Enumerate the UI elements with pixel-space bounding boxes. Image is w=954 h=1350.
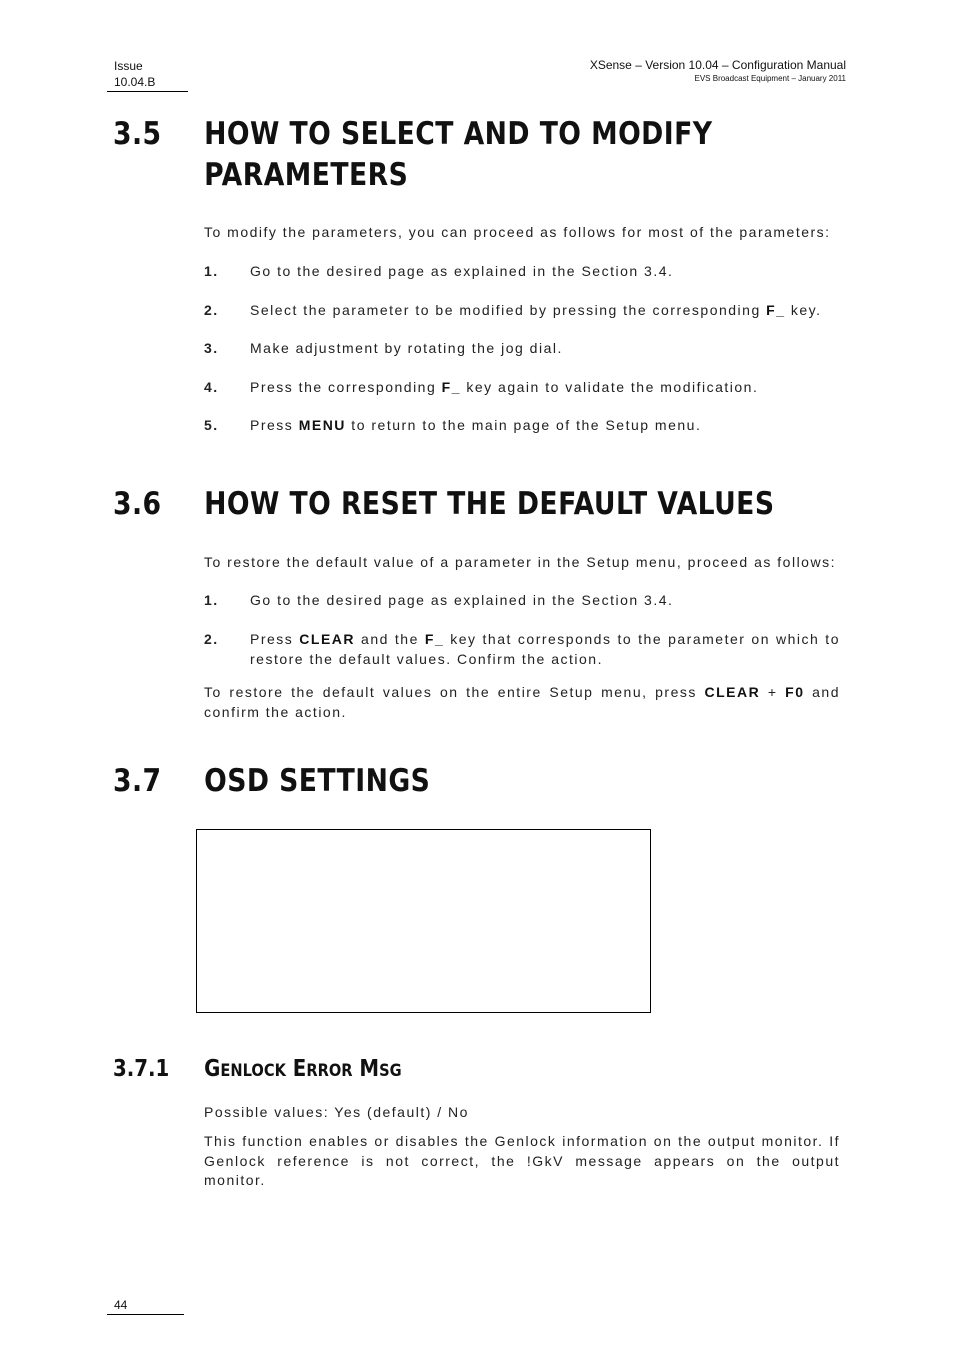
step-number: 1. — [204, 592, 219, 608]
key-name: F_ — [424, 631, 445, 647]
step-text: Press MENU to return to the main page of the Setup menu. — [250, 417, 702, 433]
step-item — [204, 591, 840, 611]
key-name: CLEAR — [704, 684, 761, 700]
step-item — [204, 339, 840, 359]
step-text: Press the corresponding F_ key again to validate the modification. — [250, 379, 759, 395]
osd-screenshot-frame — [196, 829, 651, 1013]
genlock-description: This function enables or disables the Genlock information on the output monitor. If Genlock reference is not correct, the !GkV message appears on the output monitor. — [204, 1133, 840, 1188]
step-item — [204, 301, 840, 321]
step-number: 2. — [204, 302, 219, 318]
section-3-6-intro: To restore the default value of a parameter in the Setup menu, proceed as follows: — [204, 554, 836, 570]
section-number: 3.7 — [113, 763, 162, 799]
page-number: 44 — [114, 1298, 128, 1312]
document-title: XSense – Version 10.04 – Configuration Manual — [589, 58, 846, 72]
key-name: F_ — [766, 302, 786, 318]
section-title: HOW TO RESET THE DEFAULT VALUES — [204, 486, 775, 522]
step-item — [204, 630, 840, 669]
section-number: 3.6 — [113, 486, 162, 522]
header-issue — [114, 58, 155, 90]
section-3-6-heading — [113, 484, 774, 525]
section-number: 3.7.1 — [113, 1056, 170, 1082]
header-divider — [107, 91, 188, 92]
step-item — [204, 262, 840, 282]
step-text: Make adjustment by rotating the jog dial. — [250, 340, 563, 356]
footer-divider — [107, 1314, 184, 1315]
key-name: CLEAR — [299, 631, 356, 647]
section-3-5-heading — [113, 114, 712, 196]
step-text: Go to the desired page as explained in the Section 3.4. — [250, 592, 674, 608]
step-text: Go to the desired page as explained in the Section 3.4. — [250, 263, 674, 279]
section-3-5-intro: To modify the parameters, you can proceed as follows for most of the parameters: — [204, 224, 831, 240]
issue-label: Issue — [114, 59, 143, 73]
section-3-6-outro: To restore the default values on the entire Setup menu, press CLEAR + F0 and confirm the action. — [204, 684, 840, 720]
section-3-7-heading — [113, 761, 430, 802]
section-3-7-1-heading — [113, 1054, 402, 1086]
issue-number: 10.04.B — [114, 75, 156, 89]
possible-values: Possible values: Yes (default) / No — [204, 1104, 469, 1120]
step-text: Press CLEAR and the F_ key that corresponds to the parameter on which to restore the default values. Confirm the action. — [250, 631, 840, 667]
step-item — [204, 416, 840, 436]
document-subtitle: EVS Broadcast Equipment – January 2011 — [694, 74, 846, 83]
section-title: OSD SETTINGS — [204, 763, 431, 799]
section-title: GENLOCK ERROR MSG — [204, 1056, 402, 1082]
section-title-line2: PARAMETERS — [204, 157, 409, 193]
step-item — [204, 378, 840, 398]
key-name: MENU — [298, 417, 346, 433]
section-number: 3.5 — [113, 116, 162, 152]
header-title-block — [590, 58, 846, 85]
step-text: Select the parameter to be modified by pressing the corresponding F_ key. — [250, 302, 822, 318]
step-number: 5. — [204, 417, 219, 433]
step-number: 3. — [204, 340, 219, 356]
step-number: 4. — [204, 379, 219, 395]
step-number: 1. — [204, 263, 219, 279]
key-name: F0 — [785, 684, 805, 700]
key-name: F_ — [441, 379, 461, 395]
section-title-line1: HOW TO SELECT AND TO MODIFY — [204, 116, 713, 152]
step-number: 2. — [204, 631, 219, 647]
